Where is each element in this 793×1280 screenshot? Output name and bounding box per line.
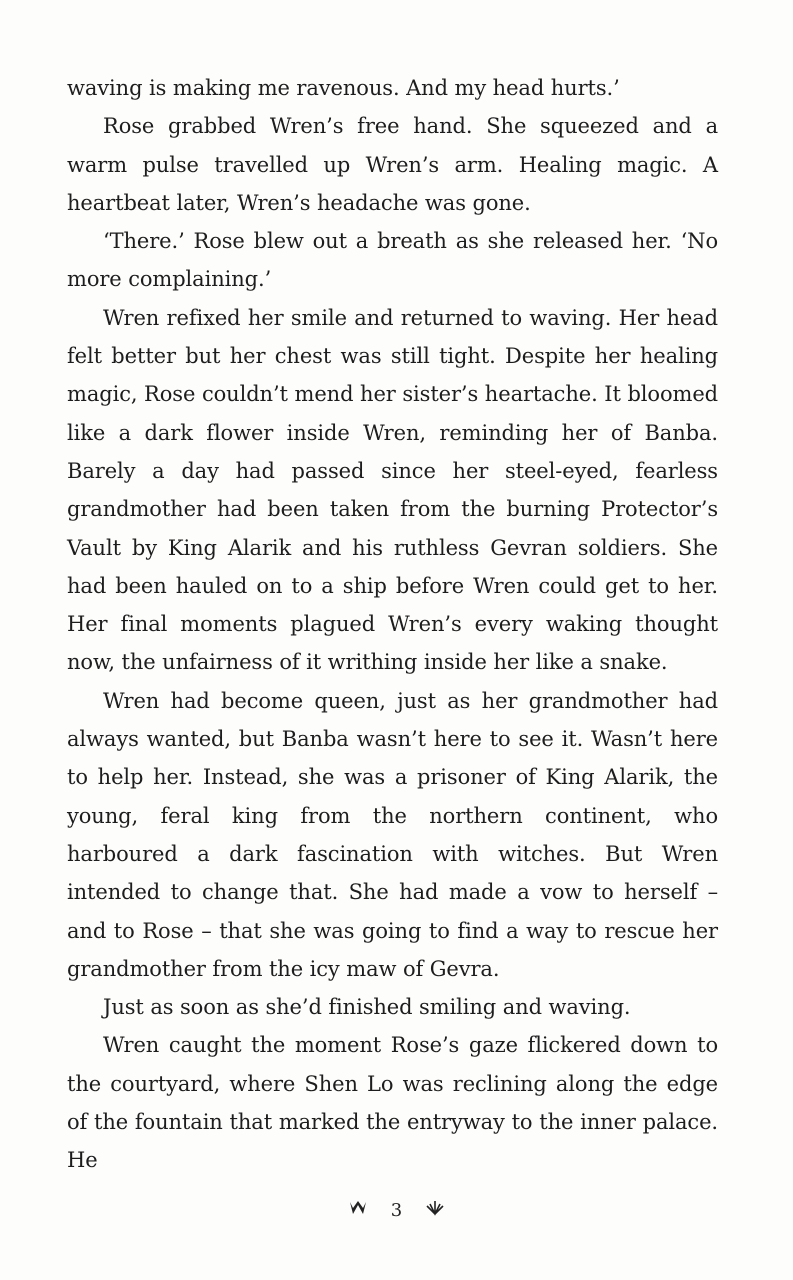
- paragraph: Wren refixed her smile and returned to waving. Her head felt better but her chest was still tight. Despite her healing magic, Rose couldn’t mend her sister’s heartache. It bloomed like a dark flower inside Wren, reminding her of Banba. Barely a day had passed since her steel-eyed, fearless grandmother had been taken from the burning Protector’s Vault by King Alarik and his ruthless Gevran soldiers. She had been hauled on to a ship before Wren could get to her. Her final moments plagued Wren’s every waking thought now, the unfairness of it writhing inside her like a snake.: [67, 305, 718, 675]
- paragraph: Just as soon as she’d finished smiling and waving.: [103, 995, 631, 1020]
- paragraph: Wren caught the moment Rose’s gaze flickered down to the courtyard, where Shen Lo was reclining along the edge of the fountain that marked the entryway to the inner palace. He: [67, 1033, 718, 1173]
- body-text: [67, 69, 718, 1180]
- paragraph: Wren had become queen, just as her grandmother had always wanted, but Banba wasn’t here to see it. Wasn’t here to help her. Instead, she was a prisoner of King Alarik, the young, feral king from the northern continent, who harboured a dark fascination with witches. But Wren intended to change that. She had made a vow to herself – and to Rose – that she was going to find a way to rescue her grandmother from the icy maw of Gevra.: [67, 688, 718, 981]
- paragraph: waving is making me ravenous. And my head hurts.’: [67, 76, 620, 100]
- page-number: 3: [390, 1199, 403, 1221]
- paragraph: Rose grabbed Wren’s free hand. She squeezed and a warm pulse travelled up Wren’s arm. Healing magic. A heartbeat later, Wren’s headache was gone.: [67, 114, 718, 215]
- paragraph: ‘There.’ Rose blew out a breath as she released her. ‘No more complaining.’: [67, 229, 718, 292]
- page-footer: [0, 1199, 793, 1221]
- crown-ornament-icon: [349, 1200, 367, 1221]
- crown-ornament-icon: [426, 1200, 444, 1221]
